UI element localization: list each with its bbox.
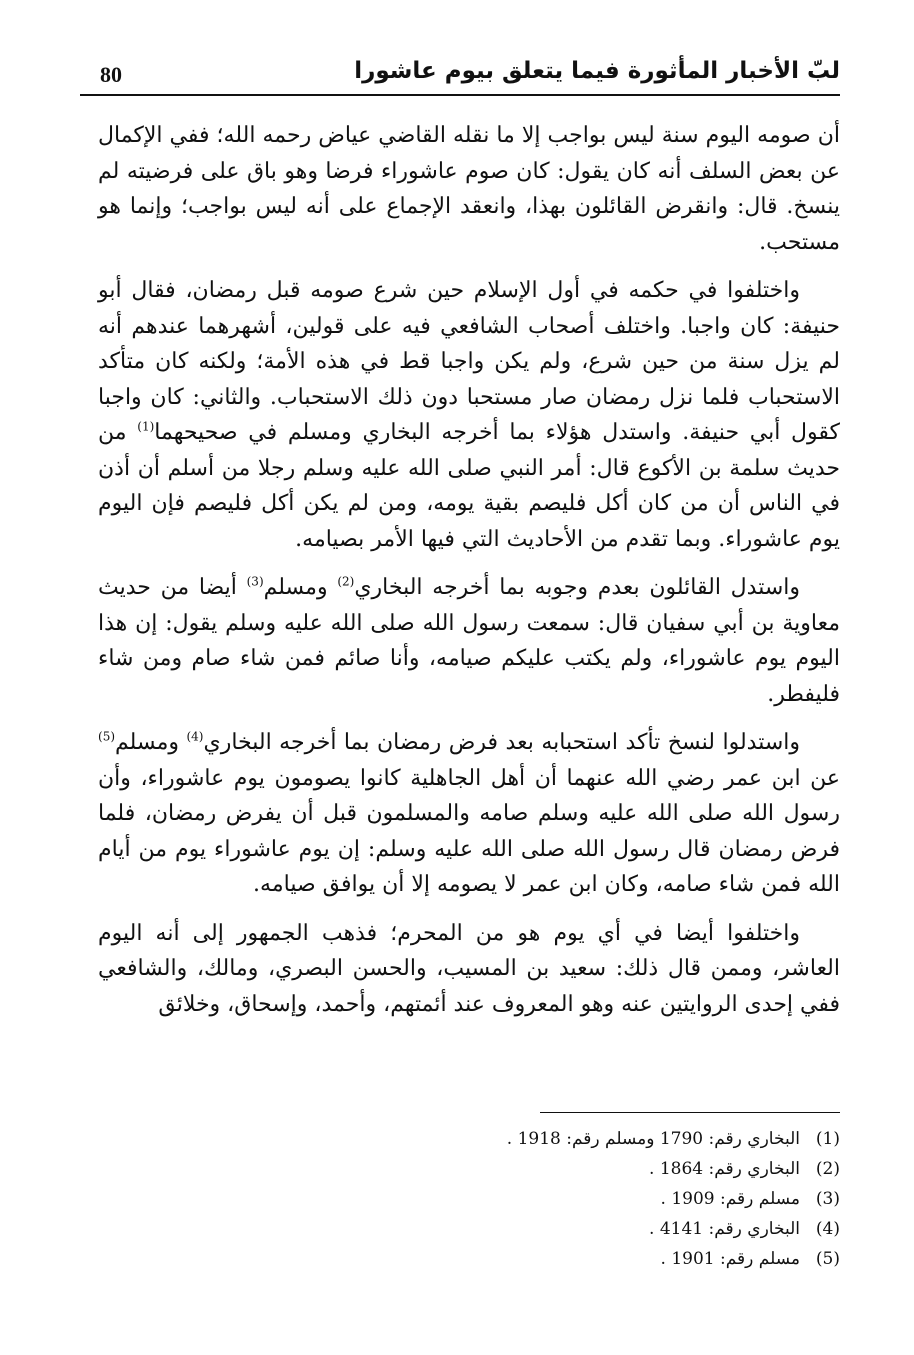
page-header <box>80 54 840 96</box>
footnote-divider <box>540 1112 840 1113</box>
footnote <box>420 1184 840 1214</box>
footnote <box>420 1124 840 1154</box>
main-text <box>98 118 840 1022</box>
page-number: 80 <box>100 62 122 87</box>
footnote-number: (4) <box>815 1219 840 1239</box>
footnote-ref: (1) <box>137 419 155 434</box>
footnote-ref: (5) <box>98 729 116 744</box>
footnote <box>420 1244 840 1274</box>
running-title: لبّ الأخبار المأثورة فيما يتعلق بيوم عاشورا <box>354 58 840 84</box>
paragraph-text: واختلفوا أيضا في أي يوم هو من المحرم؛ فذهب الجمهور إلى أنه اليوم العاشر، وممن قال ذلك: سعيد بن المسيب، والحسن البصري، ومالك، والشافعي ففي إحدى الروايتين عنه وهو المعروف عند أئمتهم، وأحمد، وإسحاق، وخلائق <box>98 920 840 1017</box>
footnote-text: البخاري رقم: 4141 . <box>649 1219 800 1239</box>
paragraph-text: واستدل القائلون بعدم وجوبه بما أخرجه البخاري <box>354 575 801 600</box>
footnote <box>420 1214 840 1244</box>
paragraph-text: أن صومه اليوم سنة ليس بواجب إلا ما نقله القاضي عياض رحمه الله؛ ففي الإكمال عن بعض السلف أنه كان يقول: كان صوم عاشوراء فرضا وهو باق على فرضيته لم ينسخ. قال: وانقرض القائلون بهذا، وانعقد الإجماع على أنه ليس بواجب؛ وإنما هو مستحب. <box>98 123 840 255</box>
paragraph-text: ومسلم <box>115 730 187 755</box>
footnote-number: (5) <box>815 1249 840 1269</box>
footnote-text: البخاري رقم: 1790 ومسلم رقم: 1918 . <box>506 1129 800 1149</box>
paragraph-2 <box>98 273 840 557</box>
paragraph-text: من حديث سلمة بن الأكوع قال: أمر النبي صلى الله عليه وسلم رجلا من أسلم أن أذن في الناس أن من كان أكل فليصم بقية يومه، ومن لم يكن أكل فليصم فإن اليوم يوم عاشوراء. وبما تقدم من الأحاديث التي فيها الأمر بصيامه. <box>98 420 840 552</box>
footnote-ref: (3) <box>246 574 264 589</box>
paragraph-text: ومسلم <box>263 575 338 600</box>
footnote-text: مسلم رقم: 1901 . <box>660 1249 800 1269</box>
footnote-text: مسلم رقم: 1909 . <box>660 1189 800 1209</box>
footnotes <box>420 1124 840 1274</box>
paragraph-text: واختلفوا في حكمه في أول الإسلام حين شرع صومه قبل رمضان، فقال أبو حنيفة: كان واجبا. واختلف أصحاب الشافعي فيه على قولين، أشهرهما عندهم أنه لم يزل سنة من حين شرع، ولم يكن واجبا قط في هذه الأمة؛ ولكنه كان متأكد الاستحباب فلما نزل رمضان صار مستحبا دون ذلك الاستحباب. والثاني: كان واجبا كقول أبي حنيفة. واستدل هؤلاء بما أخرجه البخاري ومسلم في صحيحهما <box>98 278 840 445</box>
footnote <box>420 1154 840 1184</box>
paragraph-text: أيضا من حديث معاوية بن أبي سفيان قال: سمعت رسول الله صلى الله عليه وسلم يقول: إن هذا اليوم يوم عاشوراء، ولم يكتب عليكم صيامه، وأنا صائم فمن شاء صام ومن شاء فليفطر. <box>98 575 840 707</box>
footnote-ref: (4) <box>186 729 204 744</box>
paragraph-4 <box>98 725 840 903</box>
footnote-number: (2) <box>815 1159 840 1179</box>
footnote-ref: (2) <box>337 574 355 589</box>
paragraph-5 <box>98 916 840 1023</box>
footnote-text: البخاري رقم: 1864 . <box>649 1159 800 1179</box>
footnote-number: (3) <box>815 1189 840 1209</box>
paragraph-text: عن ابن عمر رضي الله عنهما أن أهل الجاهلية كانوا يصومون يوم عاشوراء، وأن رسول الله صلى الله عليه وسلم صامه والمسلمون قبل أن يفرض رمضان، فلما فرض رمضان قال رسول الله صلى الله عليه وسلم: إن يوم عاشوراء يوم من أيام الله فمن شاء صامه، وكان ابن عمر لا يصومه إلا أن يوافق صيامه. <box>98 765 840 897</box>
footnote-number: (1) <box>815 1129 840 1149</box>
paragraph-1 <box>98 118 840 260</box>
paragraph-text: واستدلوا لنسخ تأكد استحبابه بعد فرض رمضان بما أخرجه البخاري <box>203 730 800 755</box>
paragraph-3 <box>98 570 840 712</box>
